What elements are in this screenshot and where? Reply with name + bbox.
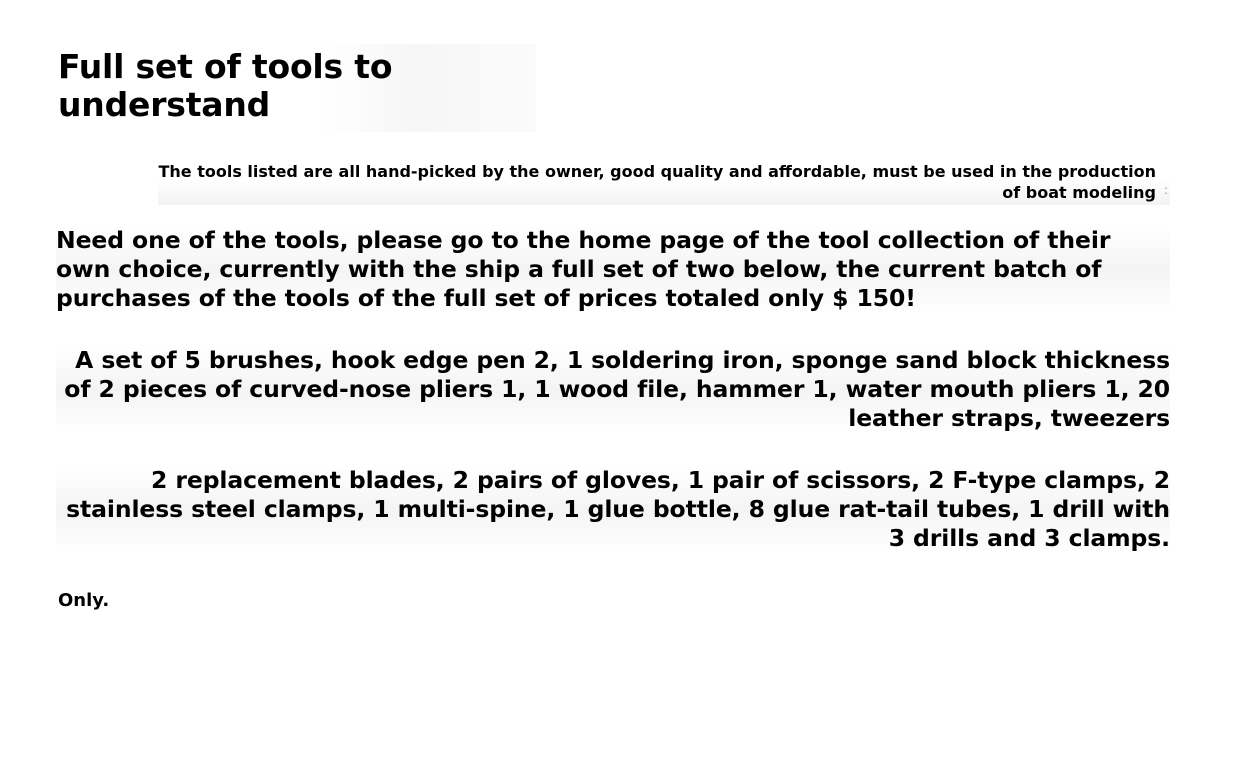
- tool-list-paragraph-1: A set of 5 brushes, hook edge pen 2, 1 soldering iron, sponge sand block thickness of 2 pieces of curved-nose pliers 1, 1 wood file, hammer 1, water mouth pliers 1, 20 leather straps, tweezers: [56, 346, 1170, 433]
- title-banner: [58, 44, 536, 132]
- closing-text: Only.: [58, 590, 110, 611]
- page-title: Full set of tools to understand: [58, 47, 393, 124]
- subtitle-banner: [158, 157, 1170, 205]
- page-subtitle: The tools listed are all hand-picked by the owner, good quality and affordable, must be used in the production of boat modeling: [158, 162, 1156, 202]
- intro-paragraph: Need one of the tools, please go to the home page of the tool collection of their own choice, currently with the ship a full set of two below, the current batch of purchases of the tools of the full set of prices totaled only $ 150!: [56, 226, 1170, 313]
- subtitle-trailing-mark: :: [1163, 183, 1168, 197]
- tool-list-paragraph-2: 2 replacement blades, 2 pairs of gloves, 1 pair of scissors, 2 F-type clamps, 2 stainless steel clamps, 1 multi-spine, 1 glue bottle, 8 glue rat-tail tubes, 1 drill with 3 drills and 3 clamps.: [56, 466, 1170, 553]
